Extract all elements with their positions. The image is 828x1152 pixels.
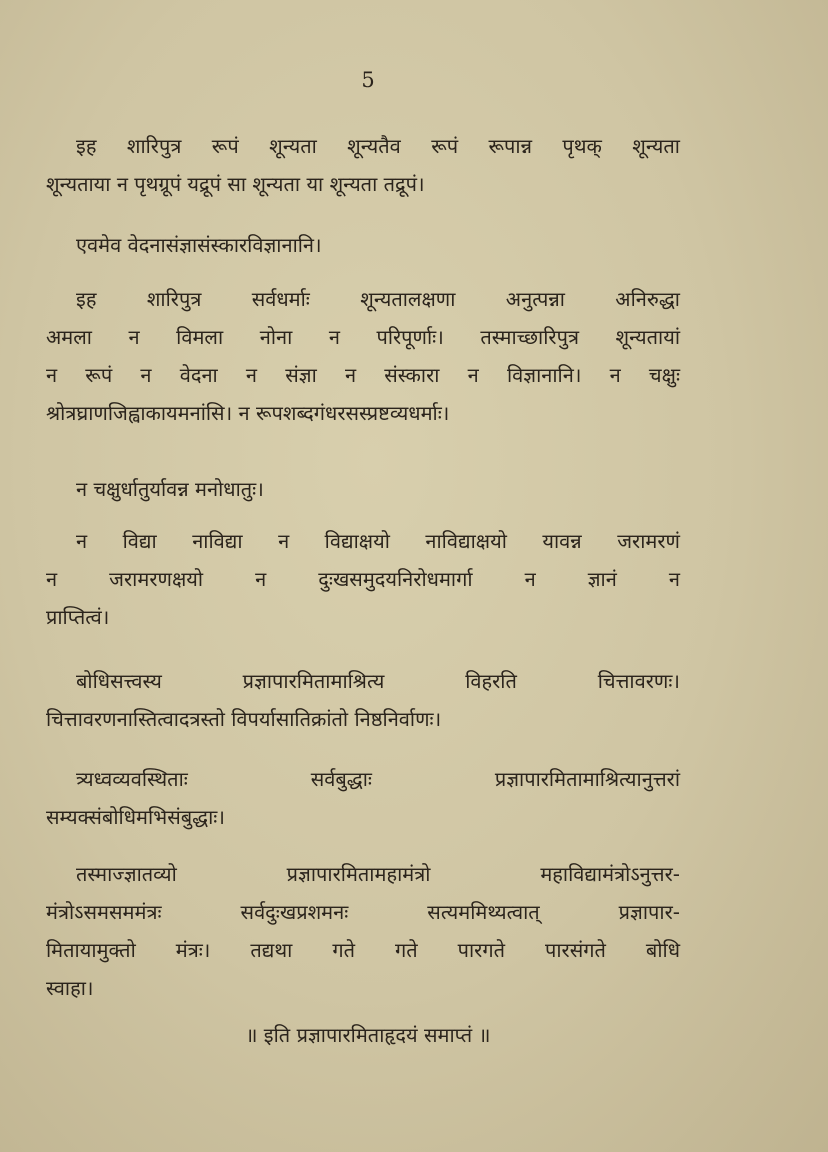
text-line: मितायामुक्तो मंत्रः। तद्यथा गते गते पारगते पारसंगते बोधि [46,938,680,962]
paragraph-7 [46,760,680,836]
text-line: इह शारिपुत्र रूपं शून्यता शून्यतैव रूपं रूपान्न पृथक् शून्यता [76,134,680,158]
text-line: एवमेव वेदनासंज्ञासंस्कारविज्ञानानि। [76,233,322,257]
paragraph-2 [46,226,680,264]
text-line: चित्तावरणनास्तित्वादत्रस्तो विपर्यासातिक्रांतो निष्ठनिर्वाणः। [46,707,442,731]
paragraph-6 [46,662,680,738]
text-line: त्र्यध्वव्यवस्थिताः सर्वबुद्धाः प्रज्ञापारमितामाश्रित्यानुत्तरां [76,767,680,791]
text-line: स्वाहा। [46,976,94,1000]
text-line: न चक्षुर्धातुर्यावन्न मनोधातुः। [76,477,264,501]
text-line: न विद्या नाविद्या न विद्याक्षयो नाविद्याक्षयो यावन्न जरामरणं [76,529,680,553]
text-line: सम्यक्संबोधिमभिसंबुद्धाः। [46,805,225,829]
paragraph-8 [46,855,680,1007]
text-line: मंत्रोऽसमसममंत्रः सर्वदुःखप्रशमनः सत्यममिथ्यत्वात् प्रज्ञापार- [46,900,680,924]
text-line: न जरामरणक्षयो न दुःखसमुदयनिरोधमार्गा न ज्ञानं न [46,567,680,591]
colophon: ॥ इति प्रज्ञापारमिताहृदयं समाप्तं ॥ [245,1023,491,1047]
text-line: अमला न विमला नोना न परिपूर्णाः। तस्माच्छारिपुत्र शून्यतायां [46,325,680,349]
paragraph-4 [46,470,680,508]
page-number: 5 [361,68,375,92]
paragraph-5 [46,522,680,636]
paragraph-3 [46,280,680,432]
paragraph-1 [46,127,680,203]
text-line: इह शारिपुत्र सर्वधर्माः शून्यतालक्षणा अनुत्पन्ना अनिरुद्धा [76,287,680,311]
text-line: प्राप्तित्वं। [46,605,110,629]
text-line: न रूपं न वेदना न संज्ञा न संस्कारा न विज्ञानानि। न चक्षुः [46,363,680,387]
text-line: श्रोत्रघ्राणजिह्वाकायमनांसि। न रूपशब्दगंधरसस्प्रष्टव्यधर्माः। [46,401,450,425]
text-line: तस्माज्ज्ञातव्यो प्रज्ञापारमितामहामंत्रो महाविद्यामंत्रोऽनुत्तर- [76,862,680,886]
text-line: बोधिसत्त्वस्य प्रज्ञापारमितामाश्रित्य विहरति चित्तावरणः। [76,669,680,693]
text-line: शून्यताया न पृथग्रूपं यद्रूपं सा शून्यता या शून्यता तद्रूपं। [46,172,425,196]
